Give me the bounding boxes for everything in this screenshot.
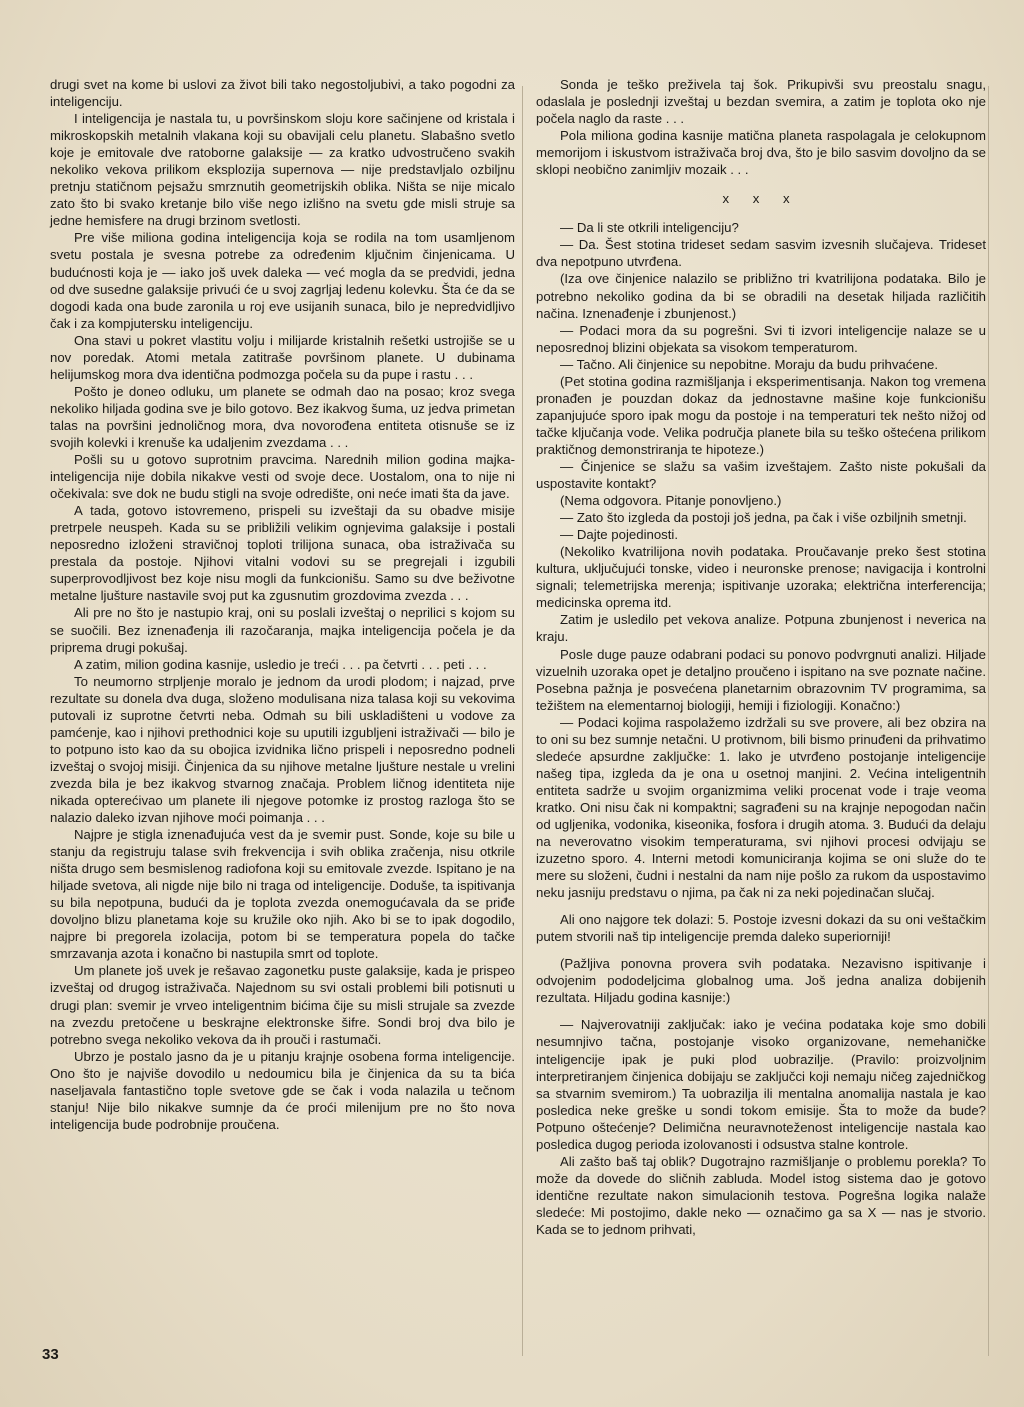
- paragraph: A zatim, milion godina kasnije, usledio je treći . . . pa četvrti . . . peti . . .: [74, 656, 487, 672]
- paragraph: (Pažljiva ponovna provera svih podataka. Nezavisno ispitivanje i odvojenim pododeljcima globalnog uma. Još jedna analiza dobijenih rezultata. Hiljadu godina kasnije:): [536, 956, 986, 1006]
- paragraph: — Tačno. Ali činjenice su nepobitne. Moraju da budu prihvaćene.: [560, 356, 939, 372]
- right-text-column: [536, 76, 986, 1238]
- paragraph: — Dajte pojedinosti.: [560, 527, 679, 543]
- paragraph: (Iza ove činjenice nalazilo se približno tri kvatrilijona podataka. Bilo je potrebno nekoliko godina da bi se obradili na desetak hiljada različitih načina. Iznenađenje i zbunjenost.): [536, 271, 986, 321]
- paragraph: Najpre je stigla iznenađujuća vest da je svemir pust. Sonde, koje su bile u stanju da registruju talase svih frekvencija i svih oblika zračenja, nisu otkrile ništa drugo sem besmislenog radiofona koji su emitovale zvezde. Ispitano je na hiljade svetova, ali nigde nije bilo ni traga od inteligencije. Doduše, ta ispitivanja su bila nepotpuna, budući da je toplota zvezda onemogućavala da se priđe dovoljno blizu planetama koje su kružile oko njih. Ako bi se to ipak dogodilo, najpre bi pregorela izolacija, potom bi se temperatura popela do tačke smrzavanja azota i konačno bi nastupila smrt od toplote.: [50, 827, 515, 962]
- paragraph: Ali zašto baš taj oblik? Dugotrajno razmišljanje o problemu porekla? To može da dovede do sličnih zabluda. Model istog sistema dao je gotovo identične rezultate nakon simulacionih testova. Pogrešna logika nalaže sledeće: Mi postojimo, dakle neko — označimo ga sa X — nas je stvorio. Kada se to jednom prihvati,: [536, 1153, 986, 1237]
- paragraph: (Pet stotina godina razmišljanja i eksperimentisanja. Nakon tog vremena pronađen je pouzdan dokaz da jednostavne mašine koje funkcionišu zapanjujuće sporo ipak mogu da postoje i na temperaturi tek nešto nižoj od tačke ključanja vode. Velika područja planete bila su teško oštećena prilikom praktičnog demonstriranja te hipoteze.): [536, 373, 986, 457]
- paragraph: Pošli su u gotovo suprotnim pravcima. Narednih milion godina majka-inteligencija nije dobila nikakve vesti od svoje dece. Uostalom, ona to nije ni očekivala: sve dok ne budu stigli na svoje odredište, oni neće imati šta da jave.: [50, 452, 515, 502]
- paragraph: Um planete još uvek je rešavao zagonetku puste galaksije, kada je prispeo izveštaj od drugog istraživača. Najednom su svi ostali problemi bili potisnuti u drugi plan: svemir je vrveo inteligentnim bićima čije su misli strujale sa zvezde na zvezdu pretočene u beskrajne elektronske šifre. Sondi broj dva bilo je potrebno svega nekoliko vekova da ih prouči i rastumači.: [50, 963, 515, 1047]
- page-number: 33: [42, 1346, 59, 1363]
- paragraph: — Podaci mora da su pogrešni. Svi ti izvori inteligencije nalaze se u neposrednoj blizini objekata sa visokom temperaturom.: [536, 322, 986, 355]
- paragraph: To neumorno strpljenje moralo je jednom da urodi plodom; i najzad, prve rezultate su donela dva duga, složeno modulisana niza talasa koji su vekovima putovali iz suprotne četvrti neba. Odmah su bili uskladišteni u vodove za pamćenje, kao i njihovi prethodnici koje su uputili izgubljeni istraživači — bilo je to potpuno isto kao da su obojica izvidnika lično prispeli i neposredno podneli izveštaj o svojoj misiji. Činjenica da su njihove metalne ljušture nestale u vrelini zvezda bila je bez ikakvog stvarnog značaja. Problem ličnog identiteta nije nikada opterećivao um planete ili njegove potomke iz prostog razloga što se nalazio daleko izvan njihove moći poimanja . . .: [50, 673, 515, 826]
- paragraph: Pola miliona godina kasnije matična planeta raspolagala je celokupnom memorijom i iskustvom istraživača broj dva, što je bilo sasvim dovoljno da se sklopi neobično zanimljiv mozaik . . .: [536, 128, 986, 178]
- paragraph: drugi svet na kome bi uslovi za život bili tako negostoljubivi, a tako pogodni za inteligenciju.: [50, 77, 515, 110]
- paragraph: Ubrzo je postalo jasno da je u pitanju krajnje osobena forma inteligencije. Ono što je najviše dovodilo u nedoumicu bila je činjenica da su ta bića naseljavala fantastično tople svetove gde se čak i voda nalazila u tečnom stanju! Nije bilo nikakve sumnje da će proći milenijum pre no što nova inteligencija bude podrobnije proučena.: [50, 1048, 515, 1132]
- paragraph: — Podaci kojima raspolažemo izdržali su sve provere, ali bez obzira na to oni su bez sumnje netačni. U protivnom, bili bismo prinuđeni da prihvatimo sledeće apsurdne zaključke: 1. lako je utvrđeno postojanje inteligencije našeg tipa, izgleda da je ona u osetnoj manjini. 2. Većina inteligentnih entiteta sadrže u svojim organizmima veliki procenat vode i traje veoma kratko. Oni nisu čak ni kompaktni; sagrađeni su na krajnje nepogodan način od ugljenika, vodonika, kiseonika, fosfora i drugih atoma. 3. Budući da delaju na neverovatno visokim temperaturama, svi njihovi procesi odvijaju se izuzetno sporo. 4. Interni metodi komuniciranja kojima se oni služe do te mere su složeni, čudni i nestalni da nam nije pošlo za rukom da uspostavimo neku jasniju predstavu o njima, pa čak ni za neki pojedinačan slučaj.: [536, 714, 986, 901]
- section-break: x x x: [722, 191, 800, 207]
- paragraph: Pre više miliona godina inteligencija koja se rodila na tom usamljenom svetu postala je svesna potrebe za određenim ključnim činjenicama. U budućnosti koja je — iako još uvek daleka — već mogla da se predvidi, jedna od dve susedne galaksije privući će u svoj zagrljaj ledenu kolevku. Šta će da se dogodi kada ona bude zaronila u roj eve usijanih sunaca, bilo je nepredvidljivo čak i za kompjutersku inteligenciju.: [50, 230, 515, 331]
- paragraph: Pošto je doneo odluku, um planete se odmah dao na posao; kroz svega nekoliko hiljada godina sve je bilo gotovo. Bez ikakvog šuma, uz jedva primetan talas na površini jednoličnog mora, dva novorođena entiteta otisnuše se iz svojih kolevki i krenuše ka udaljenim zvezdama . . .: [50, 383, 515, 450]
- paragraph: A tada, gotovo istovremeno, prispeli su izveštaji da su obadve misije pretrpele neuspeh. Kada su se približili velikim ognjevima galaksije i postali neposredno izloženi stravičnoj toploti trilijona sunaca, oba istraživača su prestala da postoje. Njihovi vitalni vodovi su se pregrejali i izgubili superprovodljivost bez koje nisu mogli da funkcionišu. Samo su dve beživotne metalne ljušture nastavile svoj put ka zgusnutim grozdovima zvezda . . .: [50, 503, 515, 604]
- paragraph: — Činjenice se slažu sa vašim izveštajem. Zašto niste pokušali da uspostavite kontakt?: [536, 458, 986, 492]
- paragraph: Sonda je teško preživela taj šok. Prikupivši svu preostalu snagu, odaslala je poslednji izveštaj u bezdan svemira, a zatim je toplota oko nje počela naglo da raste . . .: [536, 77, 986, 127]
- paragraph: Ona stavi u pokret vlastitu volju i milijarde kristalnih rešetki ustrojiše se u nov poredak. Atomi metala zatitraše površinom planete. U dubinama helijumskog mora dva identična podmozga počela su da pupe i rastu . . .: [50, 332, 515, 382]
- column-divider: [522, 86, 523, 1356]
- paragraph: — Da li ste otkrili inteligenciju?: [560, 220, 739, 236]
- paragraph: (Nekoliko kvatrilijona novih podataka. Proučavanje preko šest stotina kultura, uključujući tonske, video i neuronske prenose; navigacija i kontrolni signali; telemetrijska merenja; ispitivanje uzoraka; električna interferencija; medicinska oprema itd.: [536, 544, 986, 611]
- paragraph: Ali ono najgore tek dolazi: 5. Postoje izvesni dokazi da su oni veštačkim putem stvorili naš tip inteligencije premda daleko superiorniji!: [536, 912, 986, 945]
- right-margin-rule: [988, 86, 989, 1356]
- paragraph: I inteligencija je nastala tu, u površinskom sloju kore sačinjene od kristala i mikroskopskih metalnih vlakana koji su obavijali celu planetu. Slabašno svetlo koje je emitovale dve ratoborne galaksije — za kratko udvostručeno svakih nekoliko vekova prilikom eksplozija supernova — nije predstavljalo ozbiljnu pretnju statičnom pejsažu smrznutih geometrijskih oblika. Ništa se nije micalo zato što bi svako kretanje bilo više nego izlišno na svetu gde misli struje sa jedne hemisfere na drugi brzinom svetlosti.: [50, 111, 515, 229]
- paragraph: Posle duge pauze odabrani podaci su ponovo podvrgnuti analizi. Hiljade vizuelnih uzoraka opet je detaljno proučeno i ispitano na sve poznate načine. Posebna pažnja je posvećena planetarnim obrazovnim TV programima, sa težištem na elementarnoj biologiji, hemiji i fiziologiji. Konačno:): [536, 646, 986, 713]
- paragraph: (Nema odgovora. Pitanje ponovljeno.): [560, 493, 782, 509]
- paragraph: — Zato što izgleda da postoji još jedna, pa čak i više ozbiljnih smetnji.: [560, 510, 967, 526]
- paragraph: — Da. Šest stotina trideset sedam sasvim izvesnih slučajeva. Trideset dva nepotpuno utvrđena.: [536, 237, 986, 270]
- paragraph: Zatim je usledilo pet vekova analize. Potpuna zbunjenost i neverica na kraju.: [536, 612, 986, 645]
- paragraph: Ali pre no što je nastupio kraj, oni su poslali izveštaj o neprilici s kojom su se suočili. Bez iznenađenja ili razočaranja, majka inteligencija počela je da priprema drugi pokušaj.: [50, 605, 515, 655]
- paragraph: — Najverovatniji zaključak: iako je većina podataka koje smo dobili nesumnjivo tačna, postojanje visoko organizovane, nemehaničke inteligencije ipak je puki plod uobrazilje. (Pravilo: proizvoljnim interpretiranjem činjenica dobijaju se zaključci koji nemaju ničeg zajedničkog sa stvarnim svemirom.) Ta uobrazilja ili mentalna anomalija nastala je kao posledica neke greške u sondi tokom emisije. Šta to može da bude? Potpuno oštećenje? Delimična neuravnoteženost inteligencije nastala kao posledica dugog perioda izolovanosti i odsustva stalne kontrole.: [536, 1017, 986, 1152]
- left-text-column: [50, 76, 515, 1133]
